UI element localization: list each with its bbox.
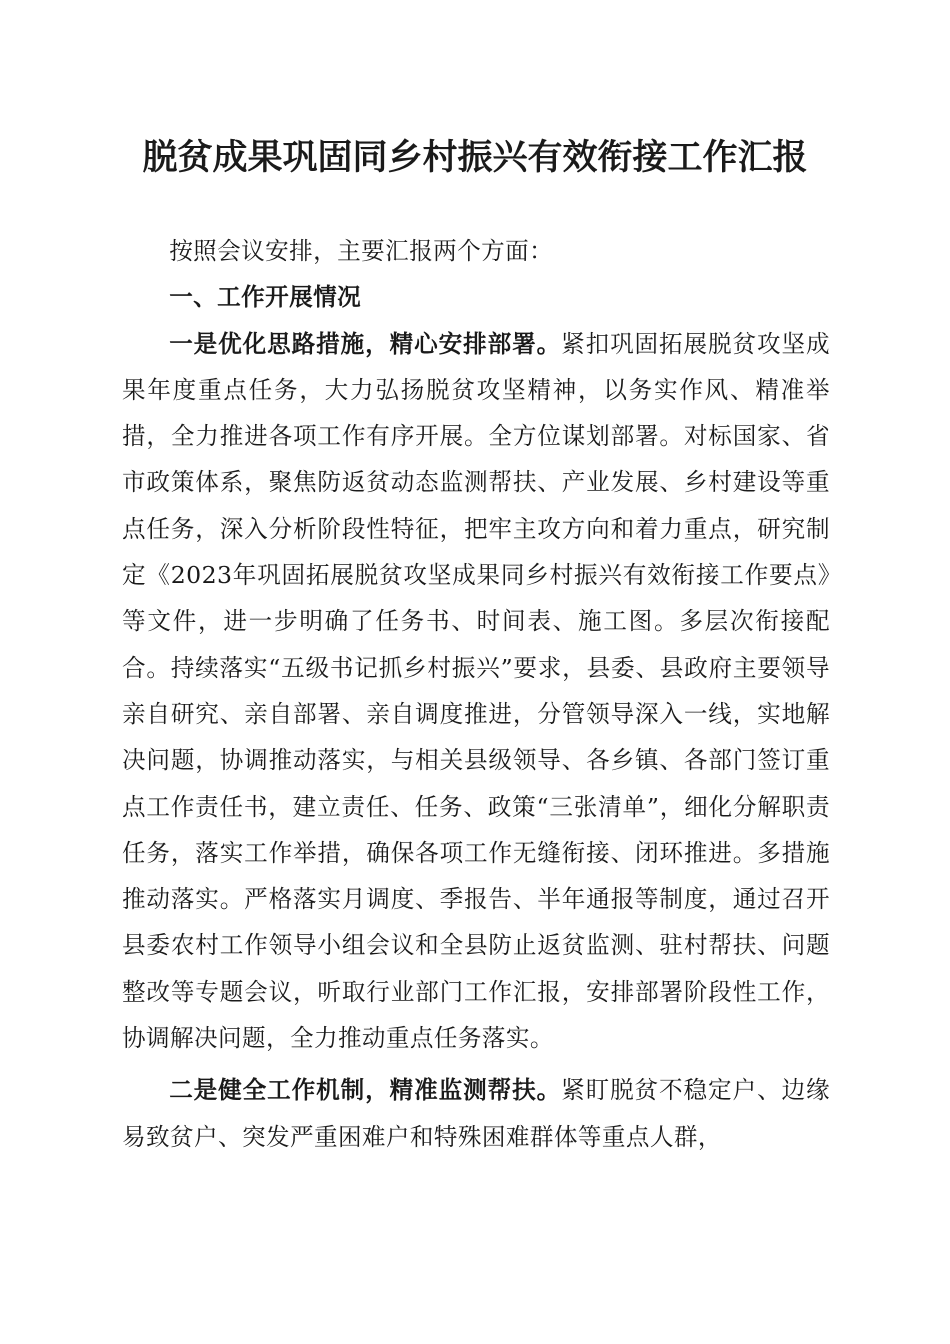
paragraph-2-body: 紧盯脱贫不稳定户、边缘易致贫户、突发严重困难户和特殊困难群体等重点人群， [122,1076,830,1151]
section-heading: 一、工作开展情况 [169,283,362,312]
paragraph-1 [122,321,830,1062]
paragraph-1-body: 紧扣巩固拓展脱贫攻坚成果年度重点任务，大力弘扬脱贫攻坚精神，以务实作风、精准举措，全力推进各项工作有序开展。全方位谋划部署。对标国家、省市政策体系，聚焦防返贫动态监测帮扶、产业发展、乡村建设等重点任务，深入分析阶段性特征，把牢主攻方向和着力重点，研究制定《2023年巩固拓展脱贫攻坚成果同乡村振兴有效衔接工作要点》等文件，进一步明确了任务书、时间表、施工图。多层次衔接配合。持续落实“五级书记抓乡村振兴”要求，县委、县政府主要领导亲自研究、亲自部署、亲自调度推进，分管领导深入一线，实地解决问题，协调推动落实，与相关县级领导、各乡镇、各部门签订重点工作责任书，建立责任、任务、政策“三张清单”，细化分解职责任务，落实工作举措，确保各项工作无缝衔接、闭环推进。多措施推动落实。严格落实月调度、季报告、半年通报等制度，通过召开县委农村工作领导小组会议和全县防止返贫监测、驻村帮扶、问题整改等专题会议，听取行业部门工作汇报，安排部署阶段性工作，协调解决问题，全力推动重点任务落实。 [122,329,830,1053]
document-body [122,228,830,1160]
document-title: 脱贫成果巩固同乡村振兴有效衔接工作汇报 [142,137,808,178]
paragraph-2 [122,1067,830,1160]
paragraph-1-lead: 一是优化思路措施，精心安排部署。 [169,329,562,358]
intro-paragraph: 按照会议安排，主要汇报两个方面： [169,237,554,265]
paragraph-2-lead: 二是健全工作机制，精准监测帮扶。 [169,1076,562,1105]
